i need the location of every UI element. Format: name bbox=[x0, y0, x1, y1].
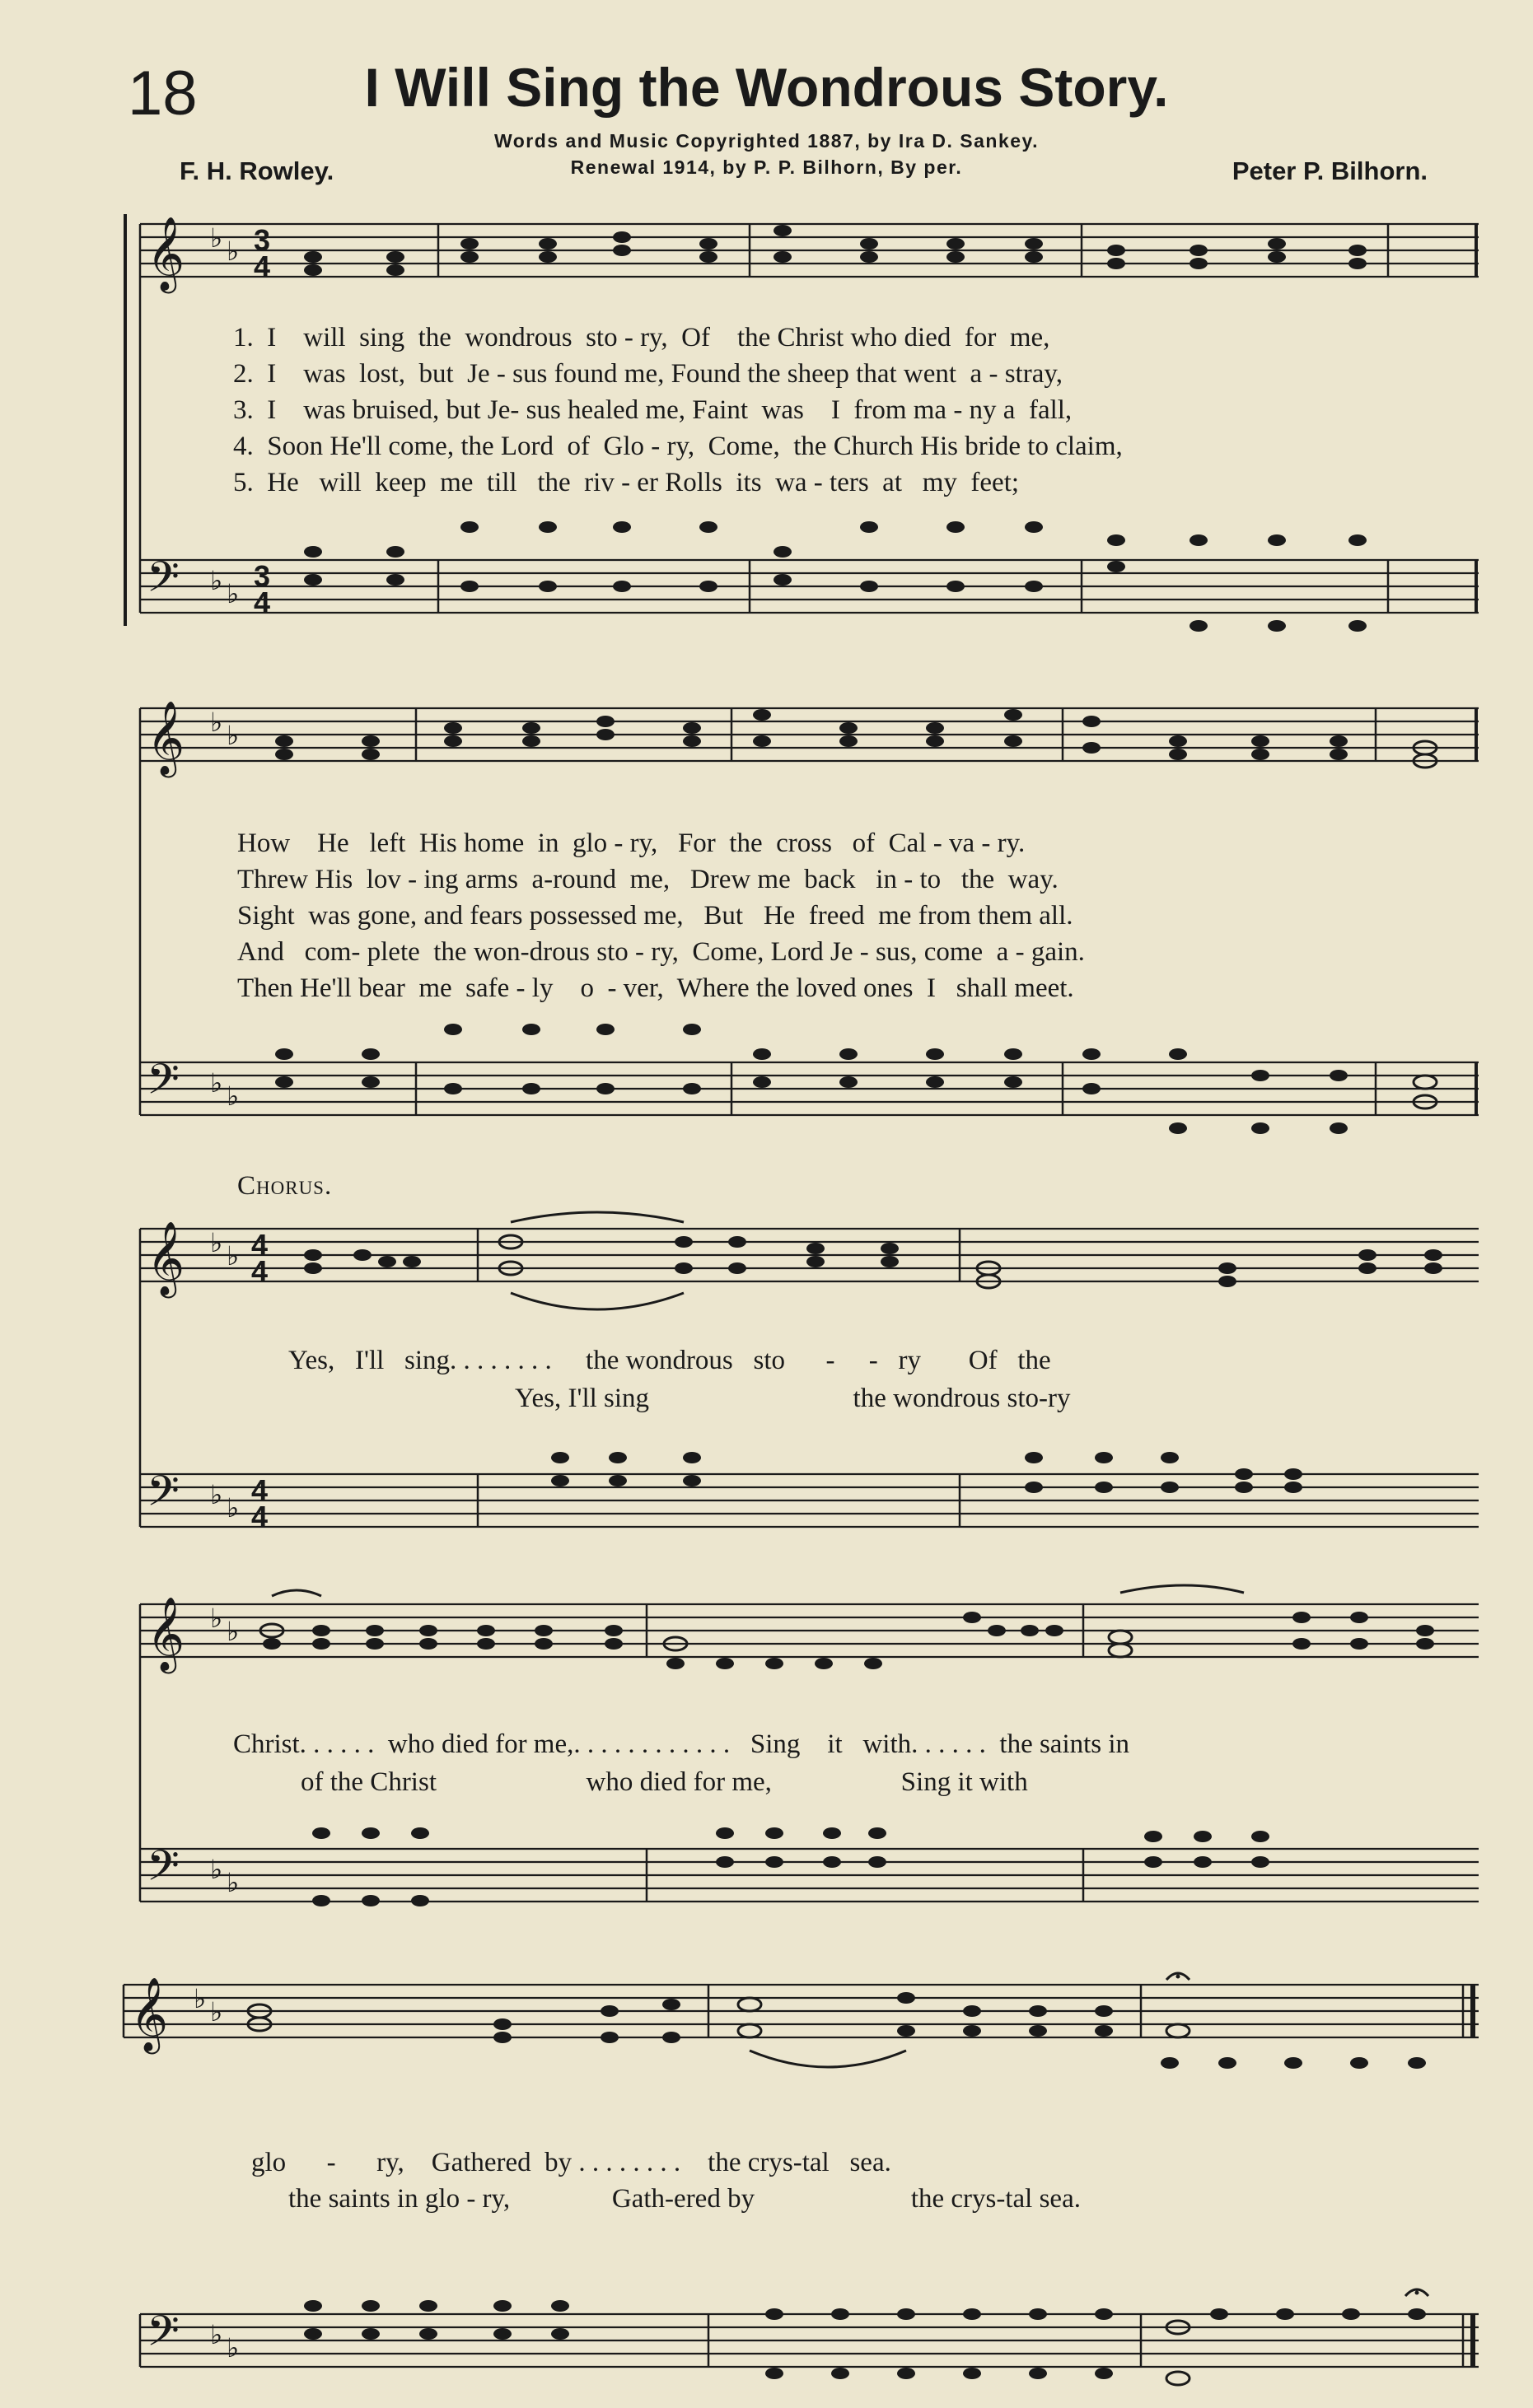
chorus-line-3-upper: glo - ry, Gathered by . . . . . . . . the crys-tal sea. bbox=[251, 2148, 891, 2177]
author-credit: F. H. Rowley. bbox=[180, 156, 334, 185]
staff-system-5-graphic bbox=[0, 1960, 1533, 2405]
svg-text:4: 4 bbox=[251, 1228, 269, 1262]
svg-text:♭: ♭ bbox=[210, 1854, 223, 1885]
svg-text:𝄞: 𝄞 bbox=[147, 701, 185, 775]
verse-4-line-a: 4. Soon He'll come, the Lord of Glo - ry, Come, the Church His bride to claim, bbox=[233, 432, 1123, 461]
svg-text:4: 4 bbox=[254, 250, 271, 283]
verse-3-line-b: Sight was gone, and fears possessed me, But He freed me from them all. bbox=[237, 901, 1073, 931]
svg-text:♭: ♭ bbox=[227, 1240, 240, 1272]
svg-text:♭: ♭ bbox=[210, 1479, 223, 1510]
svg-text:𝄞: 𝄞 bbox=[147, 1597, 185, 1671]
hymn-number: 18 bbox=[128, 58, 198, 128]
svg-text:♭: ♭ bbox=[227, 1616, 240, 1647]
svg-text:𝄢: 𝄢 bbox=[147, 1054, 180, 1114]
svg-text:♭: ♭ bbox=[227, 1492, 240, 1524]
svg-text:𝄞: 𝄞 bbox=[147, 1221, 185, 1295]
svg-text:♭: ♭ bbox=[210, 1067, 223, 1099]
svg-text:𝄢: 𝄢 bbox=[147, 2306, 180, 2366]
svg-text:𝄞: 𝄞 bbox=[147, 217, 185, 291]
svg-text:♭: ♭ bbox=[210, 1996, 223, 2028]
verse-1-line-a: 1. I will sing the wondrous sto - ry, Of the Christ who died for me, bbox=[233, 323, 1050, 352]
verse-5-line-a: 5. He will keep me till the riv - er Rolls its wa - ters at my feet; bbox=[233, 468, 1020, 497]
verse-4-line-b: And com- plete the won-drous sto - ry, Come, Lord Je - sus, come a - gain. bbox=[237, 937, 1085, 967]
svg-text:♭: ♭ bbox=[210, 222, 223, 254]
chorus-line-3-lower: the saints in glo - ry, Gath-ered by the crys-tal sea. bbox=[288, 2184, 1081, 2214]
svg-text:3: 3 bbox=[254, 559, 271, 593]
verse-2-line-a: 2. I was lost, but Je - sus found me, Found the sheep that went a - stray, bbox=[233, 359, 1063, 389]
svg-text:𝄢: 𝄢 bbox=[147, 552, 180, 612]
svg-text:♭: ♭ bbox=[227, 1867, 240, 1898]
verse-5-line-b: Then He'll bear me safe - ly o - ver, Where the loved ones I shall meet. bbox=[237, 973, 1074, 1003]
svg-text:𝄢: 𝄢 bbox=[147, 1841, 180, 1901]
svg-text:♭: ♭ bbox=[210, 1227, 223, 1258]
verse-3-line-a: 3. I was bruised, but Je- sus healed me, Faint was I from ma - ny a fall, bbox=[233, 395, 1073, 425]
copyright-line-2: Renewal 1914, by P. P. Bilhorn, By per. bbox=[570, 156, 963, 178]
verse-2-line-b: Threw His lov - ing arms a-round me, Drew me back in - to the way. bbox=[237, 865, 1059, 894]
svg-text:♭: ♭ bbox=[227, 720, 240, 751]
composer-credit: Peter P. Bilhorn. bbox=[1232, 156, 1428, 185]
chorus-line-1-upper: Yes, I'll sing. . . . . . . . the wondrous sto - - ry Of the bbox=[288, 1346, 1051, 1375]
svg-text:♭: ♭ bbox=[227, 578, 240, 609]
hymn-title: I Will Sing the Wondrous Story. bbox=[364, 57, 1169, 118]
svg-text:𝄞: 𝄞 bbox=[130, 1977, 169, 2051]
verse-1-line-b: How He left His home in glo - ry, For the cross of Cal - va - ry. bbox=[237, 828, 1026, 858]
svg-text:♭: ♭ bbox=[210, 565, 223, 596]
copyright-line-1: Words and Music Copyrighted 1887, by Ira D. Sankey. bbox=[493, 130, 1040, 152]
svg-text:♭: ♭ bbox=[227, 236, 240, 267]
chorus-label: Chorus. bbox=[237, 1171, 333, 1201]
svg-text:♭: ♭ bbox=[210, 1603, 223, 1634]
svg-text:♭: ♭ bbox=[227, 1080, 240, 1112]
svg-text:♭: ♭ bbox=[194, 1983, 207, 2014]
svg-text:𝄢: 𝄢 bbox=[147, 1466, 180, 1526]
svg-text:♭: ♭ bbox=[210, 707, 223, 738]
svg-text:4: 4 bbox=[251, 1254, 269, 1288]
chorus-line-2-upper: Christ. . . . . . who died for me,. . . . . . . . . . . . Sing it with. . . . . . the saints in bbox=[233, 1729, 1130, 1759]
svg-text:3: 3 bbox=[254, 223, 271, 257]
svg-text:♭: ♭ bbox=[210, 2319, 223, 2350]
svg-text:♭: ♭ bbox=[227, 2332, 240, 2364]
svg-text:4: 4 bbox=[254, 586, 271, 619]
chorus-line-1-lower: Yes, I'll sing the wondrous sto-ry bbox=[515, 1384, 1071, 1413]
music-system-5 bbox=[0, 1960, 1533, 2405]
chorus-line-2-lower: of the Christ who died for me, Sing it with bbox=[301, 1767, 1028, 1797]
svg-text:4: 4 bbox=[251, 1473, 269, 1507]
svg-text:4: 4 bbox=[251, 1500, 269, 1533]
